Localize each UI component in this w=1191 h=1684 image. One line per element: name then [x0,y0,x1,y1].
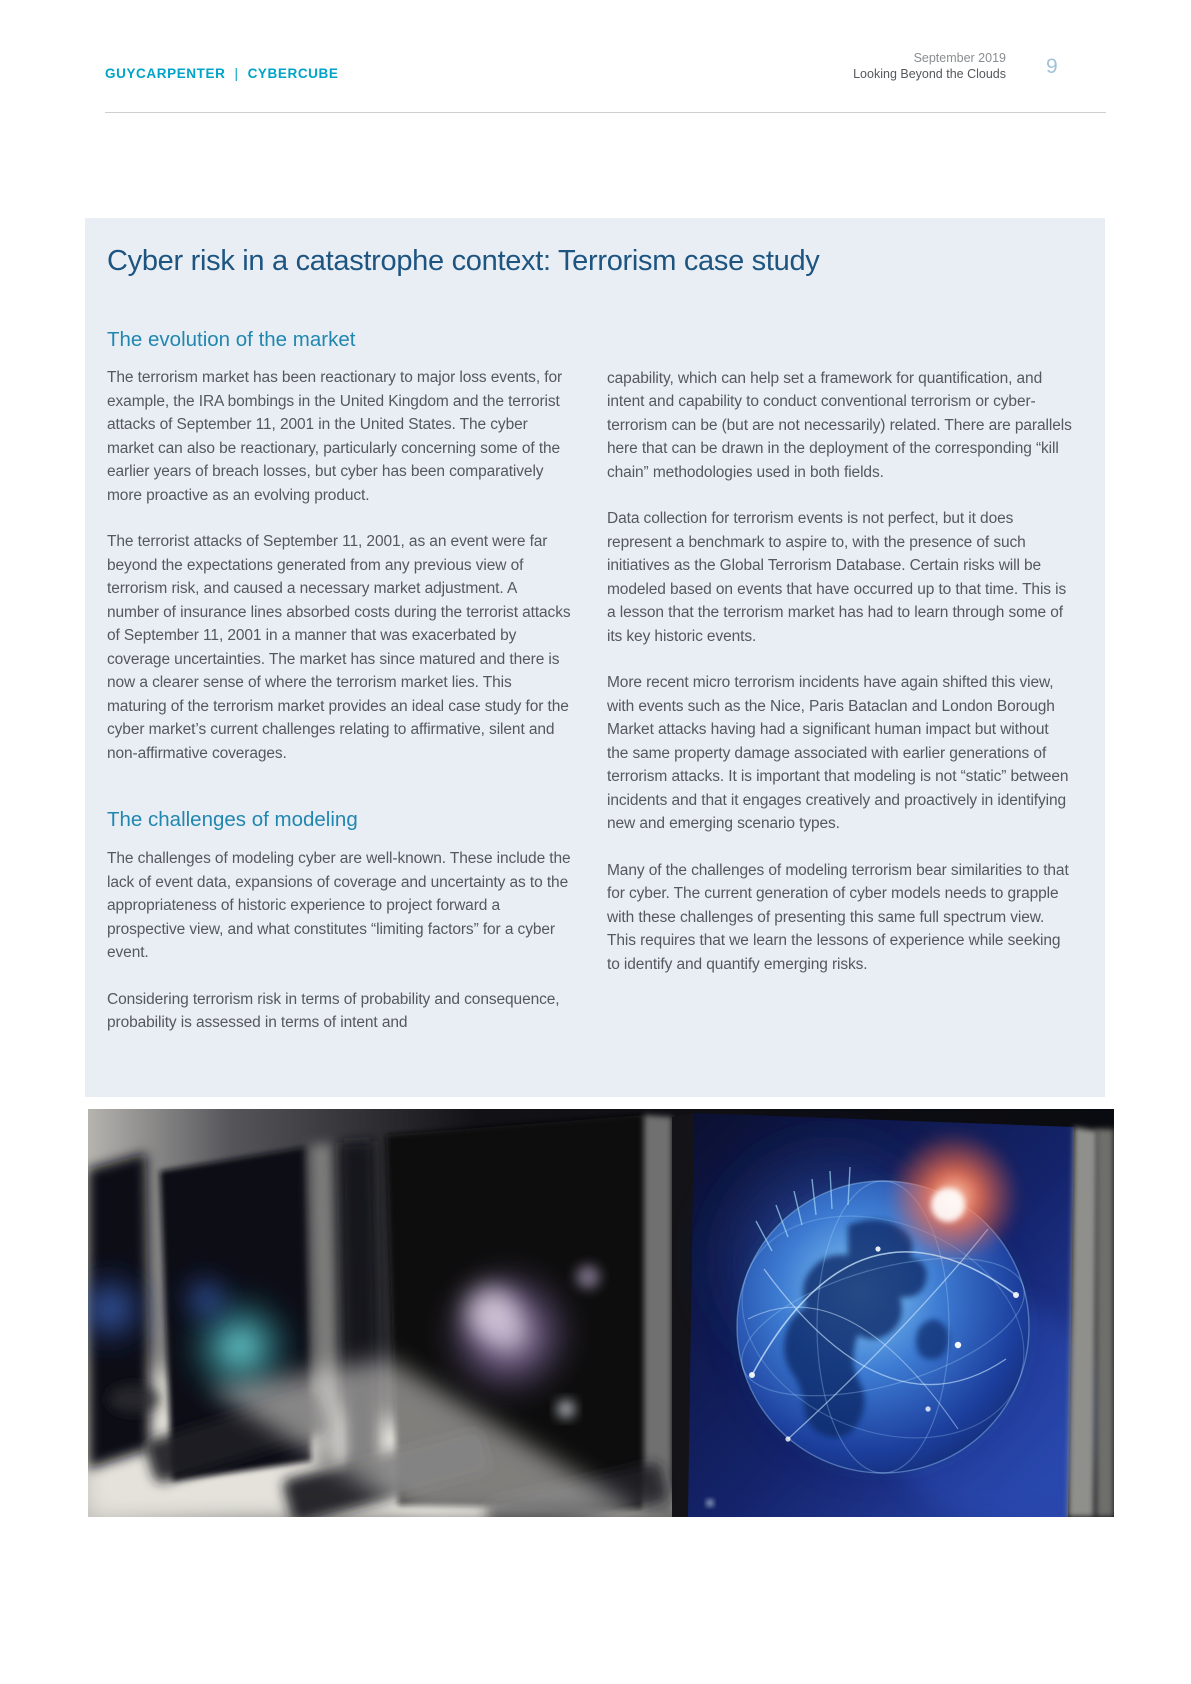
paragraph: capability, which can help set a framework for quantification, and intent and capability to conduct conventional terrorism or cyber-terrorism can be (but are not necessarily) related. There are parallels here that can be drawn in the deployment of the corresponding “kill chain” methodologies used in both fields. [607,369,1072,481]
brand-logo [105,66,339,81]
article-title: Cyber risk in a catastrophe context: Terrorism case study [107,245,820,277]
paragraph: Considering terrorism risk in terms of probability and consequence, probability is assessed in terms of intent and [107,990,560,1032]
header-meta [853,50,1006,82]
paragraph: Data collection for terrorism events is not perfect, but it does represent a benchmark to aspire to, with the presence of such initiatives as the Global Terrorism Database. Certain risks will be modeled based on events that have occurred up to that time. This is a lesson that the terrorism market has had to learn through some of its key historic events. [607,510,1067,645]
article-columns [107,327,1072,1058]
header-divider [105,112,1106,113]
page-number: 9 [1046,55,1058,78]
section-heading-evolution: The evolution of the market [107,327,356,351]
paragraph: The challenges of modeling cyber are well-known. These include the lack of event data, expansions of coverage and uncertainty as to the appropriateness of historic experience to project forward a prospective view, and what constitutes “limiting factors” for a cyber event. [107,850,571,962]
paragraph: The terrorism market has been reactionary to major loss events, for example, the IRA bombings in the United Kingdom and the terrorist attacks of September 11, 2001 in the United States. The cyber market can also be reactionary, particularly concerning some of the earlier years of breach losses, but cyber has been comparatively more proactive as an evolving product. [107,369,563,504]
section-heading-challenges: The challenges of modeling [107,808,358,832]
issue-date: September 2019 [913,51,1006,65]
monitors-globe-photo [88,1109,1114,1517]
paragraph: Many of the challenges of modeling terrorism bear similarities to that for cyber. The current generation of cyber models needs to grapple with these challenges of presenting this same full spectrum view. This requires that we learn the lessons of experience while seeking to identify and quantify emerging risks. [607,861,1069,973]
left-column [107,327,572,1058]
article-panel [85,218,1105,1097]
publication-title: Looking Beyond the Clouds [853,67,1006,81]
brand-left: GUYCARPENTER [105,66,226,81]
right-column [607,327,1072,1058]
brand-separator: | [234,66,239,81]
monitors-globe-illustration [88,1109,1114,1517]
paragraph: The terrorist attacks of September 11, 2001, as an event were far beyond the expectations generated from any previous view of terrorism risk, and caused a necessary market adjustment. A number of insurance lines absorbed costs during the terrorist attacks of September 11, 2001 in a manner that was exacerbated by coverage uncertainties. The market has since matured and there is now a clearer sense of where the terrorism market lies. This maturing of the terrorism market provides an ideal case study for the cyber market’s current challenges relating to affirmative, silent and non-affirmative coverages. [107,533,571,762]
paragraph: More recent micro terrorism incidents have again shifted this view, with events such as the Nice, Paris Bataclan and London Borough Market attacks having had a significant human impact but without the same property damage associated with earlier generations of terrorism attacks. It is important that modeling is not “static” between incidents and that it engages creatively and proactively in identifying new and emerging scenario types. [607,674,1069,833]
brand-right: CYBERCUBE [247,66,339,81]
